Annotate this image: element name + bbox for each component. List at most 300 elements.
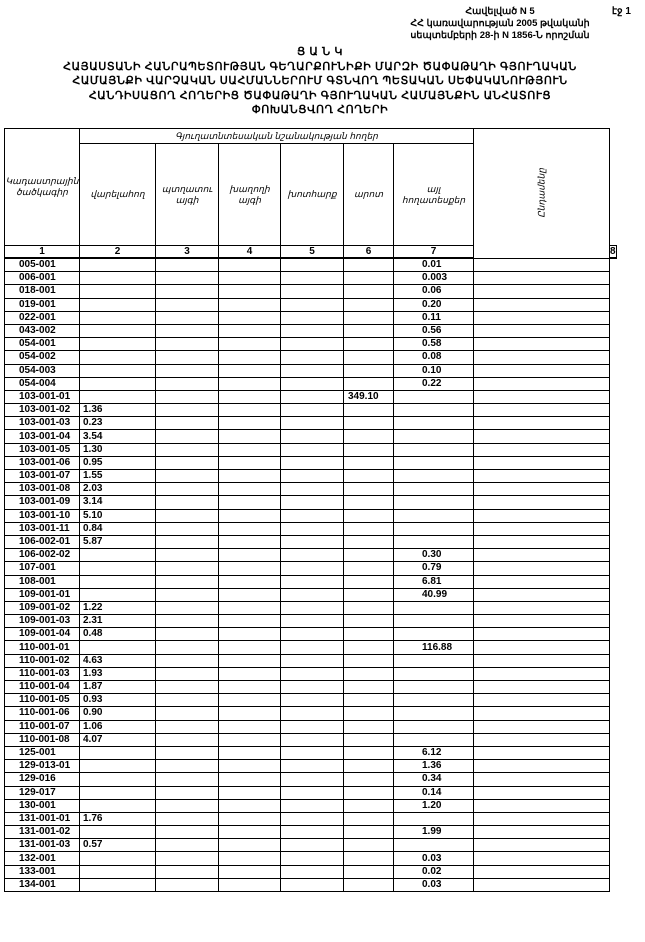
pasture-cell — [344, 496, 394, 509]
total-cell — [474, 852, 610, 865]
table-row — [5, 694, 617, 707]
total-cell — [474, 311, 610, 324]
orchard-cell — [156, 443, 219, 456]
table-row — [5, 258, 617, 272]
orchard-cell — [156, 799, 219, 812]
other-lands-cell: 0.30 — [394, 549, 474, 562]
pasture-cell — [344, 364, 394, 377]
vineyard-cell — [219, 878, 281, 891]
hayfield-cell — [281, 575, 344, 588]
other-lands-cell: 1.36 — [394, 760, 474, 773]
cadastral-code-cell: 103-001-08 — [5, 483, 80, 496]
total-cell — [474, 272, 610, 285]
other-lands-cell: 0.003 — [394, 272, 474, 285]
vineyard-cell — [219, 852, 281, 865]
total-cell — [474, 549, 610, 562]
header-agricultural-group: Գյուղատնտեսական նշանակության հողեր — [80, 129, 474, 144]
cadastral-code-cell: 103-001-03 — [5, 417, 80, 430]
cadastral-code-cell: 054-003 — [5, 364, 80, 377]
other-lands-cell: 0.02 — [394, 865, 474, 878]
hayfield-cell — [281, 417, 344, 430]
cadastral-code-cell: 005-001 — [5, 258, 80, 272]
hayfield-cell — [281, 878, 344, 891]
hayfield-cell — [281, 390, 344, 403]
vineyard-cell — [219, 575, 281, 588]
pasture-cell — [344, 522, 394, 535]
pasture-cell — [344, 509, 394, 522]
column-number: 5 — [281, 246, 344, 259]
arable-land-cell: 3.14 — [80, 496, 156, 509]
vineyard-cell — [219, 826, 281, 839]
table-row — [5, 324, 617, 337]
hayfield-cell — [281, 338, 344, 351]
orchard-cell — [156, 338, 219, 351]
other-lands-cell: 1.20 — [394, 799, 474, 812]
orchard-cell — [156, 522, 219, 535]
other-lands-cell — [394, 615, 474, 628]
arable-land-cell: 5.87 — [80, 535, 156, 548]
cadastral-code-cell: 106-002-01 — [5, 535, 80, 548]
cadastral-code-cell: 109-001-04 — [5, 628, 80, 641]
other-lands-cell: 0.01 — [394, 258, 474, 272]
vineyard-cell — [219, 311, 281, 324]
arable-land-cell: 1.06 — [80, 720, 156, 733]
table-row — [5, 338, 617, 351]
hayfield-cell — [281, 760, 344, 773]
hayfield-cell — [281, 549, 344, 562]
header-total — [474, 129, 610, 259]
orchard-cell — [156, 311, 219, 324]
header-other-lands: այլ հողատեսքեր — [394, 144, 474, 246]
pasture-cell — [344, 535, 394, 548]
hayfield-cell — [281, 351, 344, 364]
orchard-cell — [156, 773, 219, 786]
table-row — [5, 720, 617, 733]
arable-land-cell: 1.30 — [80, 443, 156, 456]
other-lands-cell: 0.06 — [394, 285, 474, 298]
other-lands-cell — [394, 733, 474, 746]
orchard-cell — [156, 575, 219, 588]
pasture-cell — [344, 641, 394, 654]
annex-reference — [385, 6, 615, 42]
pasture-cell: 349.10 — [344, 390, 394, 403]
table-row — [5, 628, 617, 641]
table-row — [5, 852, 617, 865]
header-total-label: Ընդամենը — [536, 168, 546, 219]
arable-land-cell — [80, 773, 156, 786]
cadastral-code-cell: 106-002-02 — [5, 549, 80, 562]
hayfield-cell — [281, 509, 344, 522]
table-row — [5, 773, 617, 786]
orchard-cell — [156, 351, 219, 364]
total-cell — [474, 258, 610, 272]
pasture-cell — [344, 628, 394, 641]
cadastral-code-cell: 125-001 — [5, 746, 80, 759]
cadastral-code-cell: 054-002 — [5, 351, 80, 364]
pasture-cell — [344, 681, 394, 694]
orchard-cell — [156, 285, 219, 298]
cadastral-code-cell: 109-001-01 — [5, 588, 80, 601]
total-cell — [474, 733, 610, 746]
pasture-cell — [344, 404, 394, 417]
arable-land-cell: 0.48 — [80, 628, 156, 641]
orchard-cell — [156, 615, 219, 628]
pasture-cell — [344, 575, 394, 588]
arable-land-cell — [80, 760, 156, 773]
total-cell — [474, 430, 610, 443]
arable-land-cell: 3.54 — [80, 430, 156, 443]
other-lands-cell — [394, 707, 474, 720]
table-row — [5, 654, 617, 667]
pasture-cell — [344, 773, 394, 786]
vineyard-cell — [219, 733, 281, 746]
vineyard-cell — [219, 773, 281, 786]
pasture-cell — [344, 417, 394, 430]
vineyard-cell — [219, 562, 281, 575]
arable-land-cell — [80, 865, 156, 878]
title-line-4: ՀԱՆԴԻՍԱՑՈՂ ՀՈՂԵՐԻՑ ԾԱՓԱԹԱՂԻ ԳՅՈՒՂԱԿԱՆ ՀԱՄԱՅՆՔԻՆ ԱՆՀԱՏՈՒՑ — [88, 89, 552, 102]
other-lands-cell: 0.22 — [394, 377, 474, 390]
cadastral-code-cell: 103-001-02 — [5, 404, 80, 417]
other-lands-cell — [394, 628, 474, 641]
table-row — [5, 470, 617, 483]
total-cell — [474, 786, 610, 799]
vineyard-cell — [219, 786, 281, 799]
cadastral-code-cell: 110-001-04 — [5, 681, 80, 694]
total-cell — [474, 615, 610, 628]
hayfield-cell — [281, 852, 344, 865]
orchard-cell — [156, 733, 219, 746]
other-lands-cell: 6.12 — [394, 746, 474, 759]
title-line-2: ՀԱՅԱՍՏԱՆԻ ՀԱՆՐԱՊԵՏՈՒԹՅԱՆ ԳԵՂԱՐՔՈՒՆԻՔԻ ՄԱՐԶԻ ԾԱՓԱԹԱՂԻ ԳՅՈՒՂԱԿԱՆ — [63, 60, 577, 73]
hayfield-cell — [281, 535, 344, 548]
arable-land-cell — [80, 272, 156, 285]
orchard-cell — [156, 654, 219, 667]
vineyard-cell — [219, 285, 281, 298]
other-lands-cell: 0.14 — [394, 786, 474, 799]
pasture-cell — [344, 324, 394, 337]
other-lands-cell — [394, 522, 474, 535]
orchard-cell — [156, 812, 219, 825]
total-cell — [474, 443, 610, 456]
total-cell — [474, 298, 610, 311]
cadastral-code-cell: 110-001-03 — [5, 667, 80, 680]
table-row — [5, 878, 617, 891]
arable-land-cell — [80, 746, 156, 759]
table-row — [5, 535, 617, 548]
hayfield-cell — [281, 298, 344, 311]
total-cell — [474, 746, 610, 759]
other-lands-cell — [394, 509, 474, 522]
arable-land-cell: 0.93 — [80, 694, 156, 707]
header-vineyard: խաղողի այգի — [219, 144, 281, 246]
arable-land-cell — [80, 258, 156, 272]
vineyard-cell — [219, 549, 281, 562]
pasture-cell — [344, 443, 394, 456]
other-lands-cell: 0.58 — [394, 338, 474, 351]
total-cell — [474, 390, 610, 403]
hayfield-cell — [281, 681, 344, 694]
cadastral-code-cell: 109-001-03 — [5, 615, 80, 628]
table-row — [5, 417, 617, 430]
total-cell — [474, 496, 610, 509]
table-row — [5, 681, 617, 694]
cadastral-code-cell: 103-001-09 — [5, 496, 80, 509]
total-cell — [474, 351, 610, 364]
other-lands-cell: 116.88 — [394, 641, 474, 654]
vineyard-cell — [219, 364, 281, 377]
total-cell — [474, 588, 610, 601]
other-lands-cell — [394, 839, 474, 852]
orchard-cell — [156, 865, 219, 878]
cadastral-code-cell: 131-001-01 — [5, 812, 80, 825]
total-cell — [474, 575, 610, 588]
vineyard-cell — [219, 812, 281, 825]
pasture-cell — [344, 839, 394, 852]
cadastral-code-cell: 022-001 — [5, 311, 80, 324]
cadastral-code-cell: 103-001-11 — [5, 522, 80, 535]
annex-line-2: ՀՀ կառավարության 2005 թվականի — [410, 18, 590, 29]
hayfield-cell — [281, 456, 344, 469]
orchard-cell — [156, 707, 219, 720]
table-row — [5, 483, 617, 496]
cadastral-code-cell: 019-001 — [5, 298, 80, 311]
vineyard-cell — [219, 522, 281, 535]
vineyard-cell — [219, 351, 281, 364]
pasture-cell — [344, 272, 394, 285]
cadastral-code-cell: 110-001-06 — [5, 707, 80, 720]
hayfield-cell — [281, 865, 344, 878]
other-lands-cell — [394, 681, 474, 694]
pasture-cell — [344, 878, 394, 891]
table-row — [5, 272, 617, 285]
orchard-cell — [156, 694, 219, 707]
other-lands-cell — [394, 417, 474, 430]
hayfield-cell — [281, 628, 344, 641]
arable-land-cell: 0.84 — [80, 522, 156, 535]
vineyard-cell — [219, 258, 281, 272]
arable-land-cell — [80, 562, 156, 575]
other-lands-cell: 0.10 — [394, 364, 474, 377]
orchard-cell — [156, 535, 219, 548]
other-lands-cell — [394, 390, 474, 403]
table-row — [5, 509, 617, 522]
title-line-1: Ց Ա Ն Կ — [296, 46, 344, 58]
total-cell — [474, 641, 610, 654]
header-orchard: պտղատու այգի — [156, 144, 219, 246]
other-lands-cell — [394, 483, 474, 496]
total-cell — [474, 535, 610, 548]
hayfield-cell — [281, 601, 344, 614]
vineyard-cell — [219, 496, 281, 509]
title-line-3: ՀԱՄԱՅՆՔԻ ՎԱՐՉԱԿԱՆ ՍԱՀՄԱՆՆԵՐՈՒՄ ԳՏՆՎՈՂ ՊԵՏԱԿԱՆ ՍԵՓԱԿԱՆՈՒԹՅՈՒՆ — [72, 75, 568, 87]
hayfield-cell — [281, 812, 344, 825]
hayfield-cell — [281, 324, 344, 337]
table-body — [5, 258, 617, 892]
vineyard-cell — [219, 654, 281, 667]
table-row — [5, 377, 617, 390]
vineyard-cell — [219, 430, 281, 443]
orchard-cell — [156, 377, 219, 390]
pasture-cell — [344, 786, 394, 799]
table-row — [5, 311, 617, 324]
total-cell — [474, 628, 610, 641]
arable-land-cell: 2.31 — [80, 615, 156, 628]
pasture-cell — [344, 812, 394, 825]
cadastral-code-cell: 134-001 — [5, 878, 80, 891]
pasture-cell — [344, 667, 394, 680]
table-row — [5, 707, 617, 720]
cadastral-code-cell: 133-001 — [5, 865, 80, 878]
orchard-cell — [156, 786, 219, 799]
total-cell — [474, 760, 610, 773]
table-row — [5, 443, 617, 456]
table-row — [5, 865, 617, 878]
cadastral-code-cell: 103-001-07 — [5, 470, 80, 483]
header-cadastral-code: Կադաստրային ծածկագիր — [5, 129, 80, 246]
other-lands-cell: 6.81 — [394, 575, 474, 588]
vineyard-cell — [219, 298, 281, 311]
vineyard-cell — [219, 324, 281, 337]
total-cell — [474, 865, 610, 878]
arable-land-cell — [80, 377, 156, 390]
arable-land-cell: 1.22 — [80, 601, 156, 614]
orchard-cell — [156, 681, 219, 694]
hayfield-cell — [281, 746, 344, 759]
land-table — [4, 128, 617, 892]
cadastral-code-cell: 110-001-02 — [5, 654, 80, 667]
hayfield-cell — [281, 707, 344, 720]
hayfield-cell — [281, 522, 344, 535]
orchard-cell — [156, 364, 219, 377]
hayfield-cell — [281, 786, 344, 799]
annex-line-1: Հավելված N 5 — [465, 6, 535, 17]
vineyard-cell — [219, 509, 281, 522]
vineyard-cell — [219, 588, 281, 601]
table-row — [5, 588, 617, 601]
other-lands-cell — [394, 667, 474, 680]
arable-land-cell: 0.95 — [80, 456, 156, 469]
pasture-cell — [344, 746, 394, 759]
other-lands-cell — [394, 654, 474, 667]
total-cell — [474, 285, 610, 298]
hayfield-cell — [281, 641, 344, 654]
arable-land-cell — [80, 549, 156, 562]
total-cell — [474, 654, 610, 667]
cadastral-code-cell: 132-001 — [5, 852, 80, 865]
arable-land-cell — [80, 298, 156, 311]
arable-land-cell: 5.10 — [80, 509, 156, 522]
hayfield-cell — [281, 615, 344, 628]
orchard-cell — [156, 390, 219, 403]
arable-land-cell — [80, 852, 156, 865]
pasture-cell — [344, 852, 394, 865]
column-number: 2 — [80, 246, 156, 259]
page-number: էջ 1 — [611, 6, 631, 17]
arable-land-cell — [80, 588, 156, 601]
cadastral-code-cell: 006-001 — [5, 272, 80, 285]
table-row — [5, 786, 617, 799]
hayfield-cell — [281, 667, 344, 680]
table-row — [5, 496, 617, 509]
arable-land-cell — [80, 351, 156, 364]
hayfield-cell — [281, 773, 344, 786]
other-lands-cell: 0.79 — [394, 562, 474, 575]
orchard-cell — [156, 483, 219, 496]
pasture-cell — [344, 694, 394, 707]
other-lands-cell: 0.08 — [394, 351, 474, 364]
hayfield-cell — [281, 470, 344, 483]
cadastral-code-cell: 108-001 — [5, 575, 80, 588]
total-cell — [474, 826, 610, 839]
other-lands-cell: 0.03 — [394, 878, 474, 891]
cadastral-code-cell: 131-001-02 — [5, 826, 80, 839]
hayfield-cell — [281, 377, 344, 390]
orchard-cell — [156, 509, 219, 522]
table-row — [5, 562, 617, 575]
table-row — [5, 522, 617, 535]
cadastral-code-cell: 103-001-05 — [5, 443, 80, 456]
pasture-cell — [344, 562, 394, 575]
pasture-cell — [344, 760, 394, 773]
arable-land-cell: 0.57 — [80, 839, 156, 852]
column-number: 1 — [5, 246, 80, 259]
vineyard-cell — [219, 377, 281, 390]
other-lands-cell: 0.11 — [394, 311, 474, 324]
pasture-cell — [344, 456, 394, 469]
arable-land-cell — [80, 826, 156, 839]
cadastral-code-cell: 054-001 — [5, 338, 80, 351]
total-cell — [474, 667, 610, 680]
hayfield-cell — [281, 588, 344, 601]
table-row — [5, 826, 617, 839]
annex-line-3: սեպտեմբերի 28-ի N 1856-Ն որոշման — [410, 30, 590, 41]
cadastral-code-cell: 129-013-01 — [5, 760, 80, 773]
vineyard-cell — [219, 390, 281, 403]
total-cell — [474, 417, 610, 430]
table-row — [5, 549, 617, 562]
pasture-cell — [344, 285, 394, 298]
arable-land-cell — [80, 641, 156, 654]
table-row — [5, 615, 617, 628]
total-cell — [474, 377, 610, 390]
document-title — [40, 45, 600, 118]
hayfield-cell — [281, 826, 344, 839]
cadastral-code-cell: 054-004 — [5, 377, 80, 390]
orchard-cell — [156, 839, 219, 852]
header-pasture: արոտ — [344, 144, 394, 246]
other-lands-cell — [394, 404, 474, 417]
cadastral-code-cell: 103-001-06 — [5, 456, 80, 469]
hayfield-cell — [281, 311, 344, 324]
vineyard-cell — [219, 535, 281, 548]
arable-land-cell — [80, 799, 156, 812]
orchard-cell — [156, 760, 219, 773]
vineyard-cell — [219, 667, 281, 680]
hayfield-cell — [281, 839, 344, 852]
vineyard-cell — [219, 601, 281, 614]
orchard-cell — [156, 852, 219, 865]
total-cell — [474, 562, 610, 575]
table-row — [5, 390, 617, 403]
orchard-cell — [156, 417, 219, 430]
vineyard-cell — [219, 456, 281, 469]
cadastral-code-cell: 018-001 — [5, 285, 80, 298]
pasture-cell — [344, 733, 394, 746]
column-number: 6 — [344, 246, 394, 259]
table-row — [5, 404, 617, 417]
arable-land-cell: 0.90 — [80, 707, 156, 720]
